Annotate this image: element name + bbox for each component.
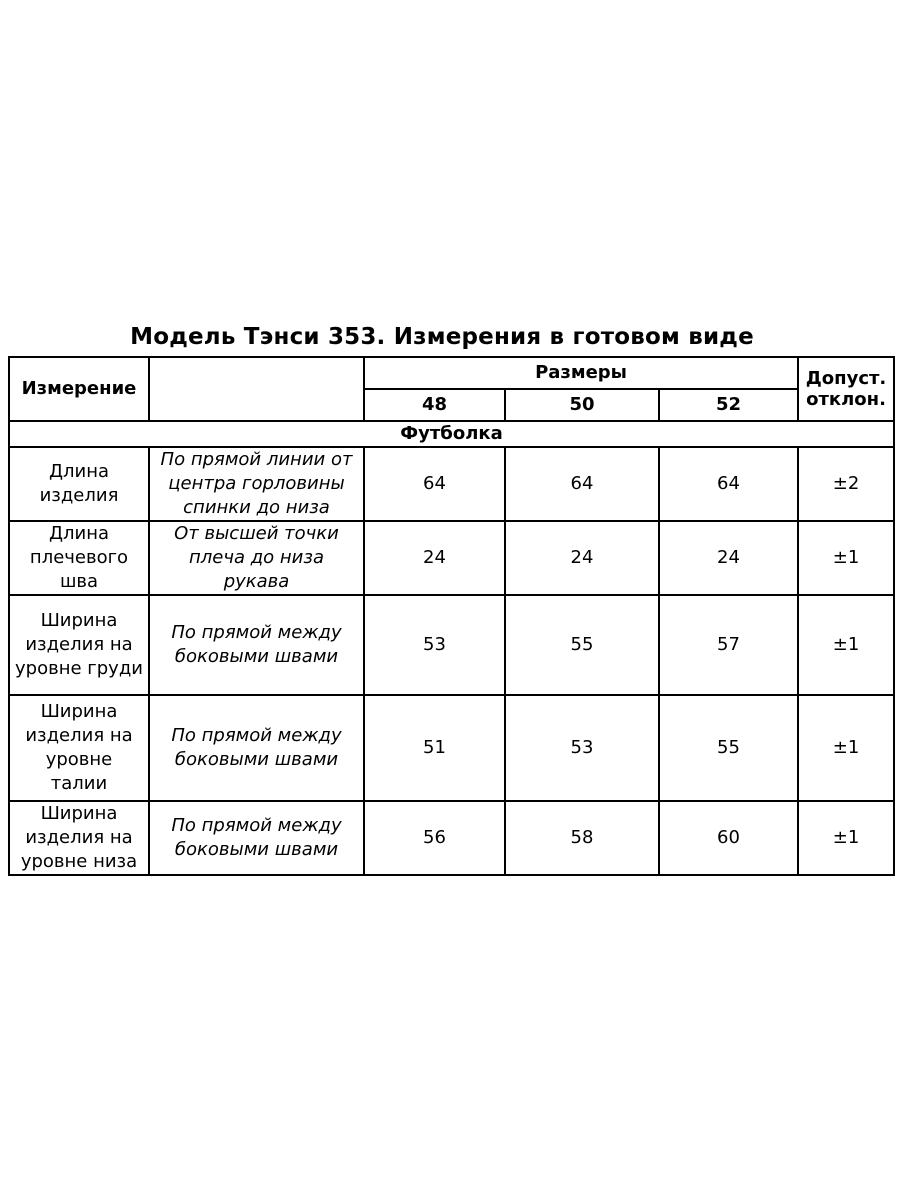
header-tolerance-line1: Допуст. (805, 368, 887, 389)
measurement-description-line: боковыми швами (174, 749, 339, 770)
value-size-52: 60 (659, 801, 798, 875)
table-row (9, 695, 894, 801)
measurement-description-line: боковыми швами (174, 839, 339, 860)
tolerance-value: ±2 (798, 447, 894, 521)
measurement-description-line: По прямой линии от (160, 449, 353, 470)
table-row (9, 595, 894, 695)
measurement-name-line: уровне (45, 749, 113, 770)
measurements-table (8, 356, 895, 876)
value-size-50: 58 (505, 801, 659, 875)
tolerance-value: ±1 (798, 695, 894, 801)
measurement-name-line: уровне низа (20, 851, 138, 872)
value-size-48: 56 (364, 801, 505, 875)
value-size-50: 53 (505, 695, 659, 801)
header-row (9, 357, 894, 389)
measurement-name-line: шва (59, 571, 99, 592)
value-size-48: 64 (364, 447, 505, 521)
measurement-description-line: боковыми швами (174, 646, 339, 667)
measurement-name-line: Длина (48, 523, 110, 544)
measurement-description-line: По прямой между (171, 622, 342, 643)
measurement-name-line: изделия на (25, 725, 133, 746)
tolerance-value: ±1 (798, 521, 894, 595)
measurement-name-line: изделия на (25, 827, 133, 848)
measurement-name-line: плечевого (29, 547, 129, 568)
value-size-52: 24 (659, 521, 798, 595)
measurement-name (9, 801, 149, 875)
measurement-name (9, 521, 149, 595)
value-size-50: 64 (505, 447, 659, 521)
value-size-52: 55 (659, 695, 798, 801)
header-tolerance-line2: отклон. (806, 389, 886, 410)
measurement-description-line: центра горловины (168, 473, 345, 494)
value-size-50: 24 (505, 521, 659, 595)
measurement-name-line: Ширина (40, 701, 118, 722)
measurement-name-line: уровне груди (15, 658, 143, 679)
measurement-name (9, 695, 149, 801)
measurement-description-line: спинки до низа (183, 497, 330, 518)
header-sizes: Размеры (364, 357, 798, 389)
section-row (9, 421, 894, 447)
measurement-name (9, 447, 149, 521)
header-measurement: Измерение (9, 357, 149, 421)
measurement-description (149, 695, 364, 801)
measurement-description (149, 801, 364, 875)
header-tolerance (798, 357, 894, 421)
value-size-48: 51 (364, 695, 505, 801)
page-title: Модель Тэнси 353. Измерения в готовом виде (130, 324, 754, 350)
tolerance-value: ±1 (798, 595, 894, 695)
measurement-description-line: По прямой между (171, 725, 342, 746)
table-row (9, 447, 894, 521)
measurement-name-line: Ширина (40, 610, 118, 631)
header-description (149, 357, 364, 421)
measurement-name-line: Длина (48, 461, 110, 482)
value-size-52: 57 (659, 595, 798, 695)
value-size-52: 64 (659, 447, 798, 521)
measurement-description-line: плеча до низа (189, 547, 324, 568)
value-size-50: 55 (505, 595, 659, 695)
measurement-name (9, 595, 149, 695)
measurement-description (149, 447, 364, 521)
measurement-description (149, 595, 364, 695)
measurement-name-line: талии (50, 773, 108, 794)
table-row (9, 521, 894, 595)
measurement-name-line: изделия (39, 485, 119, 506)
measurement-description-line: От высшей точки (174, 523, 339, 544)
value-size-48: 53 (364, 595, 505, 695)
header-size-48: 48 (364, 389, 505, 421)
header-size-50: 50 (505, 389, 659, 421)
measurement-name-line: Ширина (40, 803, 118, 824)
value-size-48: 24 (364, 521, 505, 595)
measurement-description-line: По прямой между (171, 815, 342, 836)
measurement-description (149, 521, 364, 595)
table-row (9, 801, 894, 875)
measurement-description-line: рукава (223, 571, 290, 592)
section-title: Футболка (9, 421, 894, 447)
measurement-name-line: изделия на (25, 634, 133, 655)
header-size-52: 52 (659, 389, 798, 421)
tolerance-value: ±1 (798, 801, 894, 875)
